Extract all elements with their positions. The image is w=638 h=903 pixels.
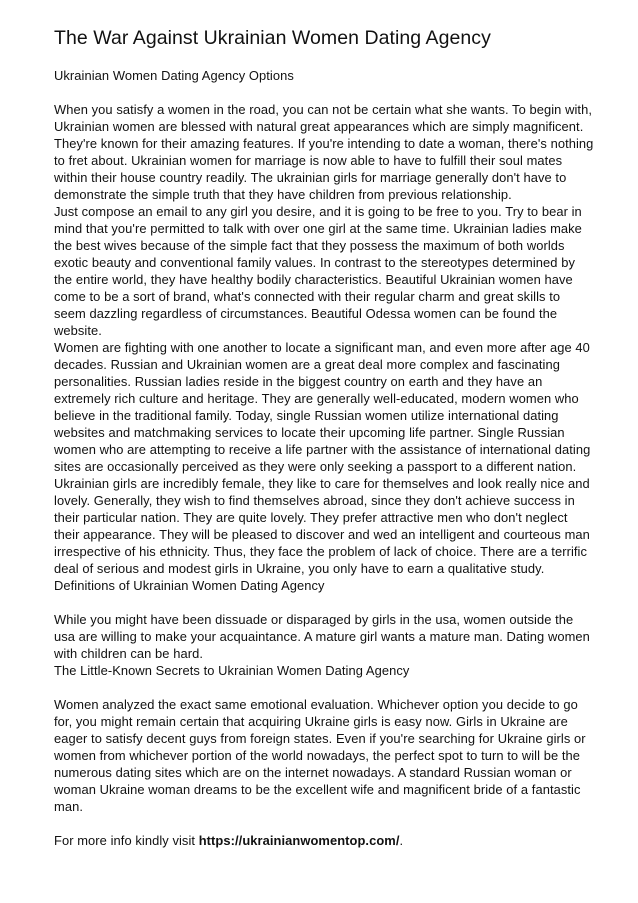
website-link[interactable]: https://ukrainianwomentop.com/ [198,833,400,848]
paragraph-3: Women are fighting with one another to locate a significant man, and even more after age 40 decades. Russian and Ukrainian women are a great deal more complex and fascinating personalities. Russian ladies reside in the biggest country on earth and they have an extremely rich culture and heritage. They are generally well-educated, modern women who believe in the traditional family. Today, single Russian women utilize international dating websites and matchmaking services to locate their upcoming life partner. Single Russian women who are attempting to receive a life partner with the assistance of international dating sites are occasionally perceived as they were only seeking a passport to a different nation. Ukrainian girls are incredibly female, they like to care for themselves and look really nice and lovely. Generally, they wish to find themselves abroad, since they don't achieve success in their particular nation. They are quite lovely. They prefer attractive men who don't neglect their appearance. They will be pleased to discover and wed an intelligent and courteous man irrespective of his ethnicity. Thus, they face the problem of lack of choice. There are a terrific deal of serious and modest girls in Ukraine, you only have to earn a qualitative study. [54,340,591,576]
section-heading-options: Ukrainian Women Dating Agency Options [54,68,294,83]
section-heading-secrets: The Little-Known Secrets to Ukrainian Women Dating Agency [54,663,410,678]
footer-line [54,832,594,849]
paragraph-4: While you might have been dissuade or disparaged by girls in the usa, women outside the usa are willing to make your acquaintance. A mature girl wants a mature man. Dating women with children can be hard. [54,612,590,661]
footer-prefix: For more info kindly visit [54,833,199,848]
section-heading-definitions: Definitions of Ukrainian Women Dating Agency [54,578,325,593]
paragraph-gap [54,84,594,101]
document-page [54,26,594,849]
paragraph-1: When you satisfy a women in the road, you can not be certain what she wants. To begin with, Ukrainian women are blessed with natural great appearances which are simply magnificent. They're known for their amazing features. If you're intending to date a woman, there's nothing to fret about. Ukrainian women for marriage is now able to have to fulfill their soul mates within their house country readily. The ukrainian girls for marriage generally don't have to demonstrate the simple truth that they have children from previous relationship. [54,102,594,202]
paragraph-5: Women analyzed the exact same emotional evaluation. Whichever option you decide to go for, you might remain certain that acquiring Ukraine girls is easy now. Girls in Ukraine are eager to satisfy decent guys from foreign states. Even if you're searching for Ukraine girls or women from whichever portion of the world nowadays, the perfect spot to turn to will be the numerous dating sites which are on the internet nowadays. A standard Russian woman or woman Ukraine woman dreams to be the excellent wife and magnificent bride of a fantastic man. [54,697,586,814]
paragraph-gap [54,679,594,696]
footer-suffix: . [399,833,404,848]
paragraph-2: Just compose an email to any girl you desire, and it is going to be free to you. Try to bear in mind that you're permitted to talk with over one girl at the same time. Ukrainian ladies make the best wives because of the simple fact that they possess the maximum of both worlds exotic beauty and conventional family values. In contrast to the stereotypes determined by the entire world, they have healthy bodily characteristics. Beautiful Ukrainian women have come to be a sort of brand, what's connected with their regular charm and great skills to seem dazzling regardless of circumstances. Beautiful Odessa women can be found the website. [54,204,582,338]
paragraph-gap [54,594,594,611]
paragraph-gap [54,815,594,832]
document-title: The War Against Ukrainian Women Dating Agency [54,27,491,49]
